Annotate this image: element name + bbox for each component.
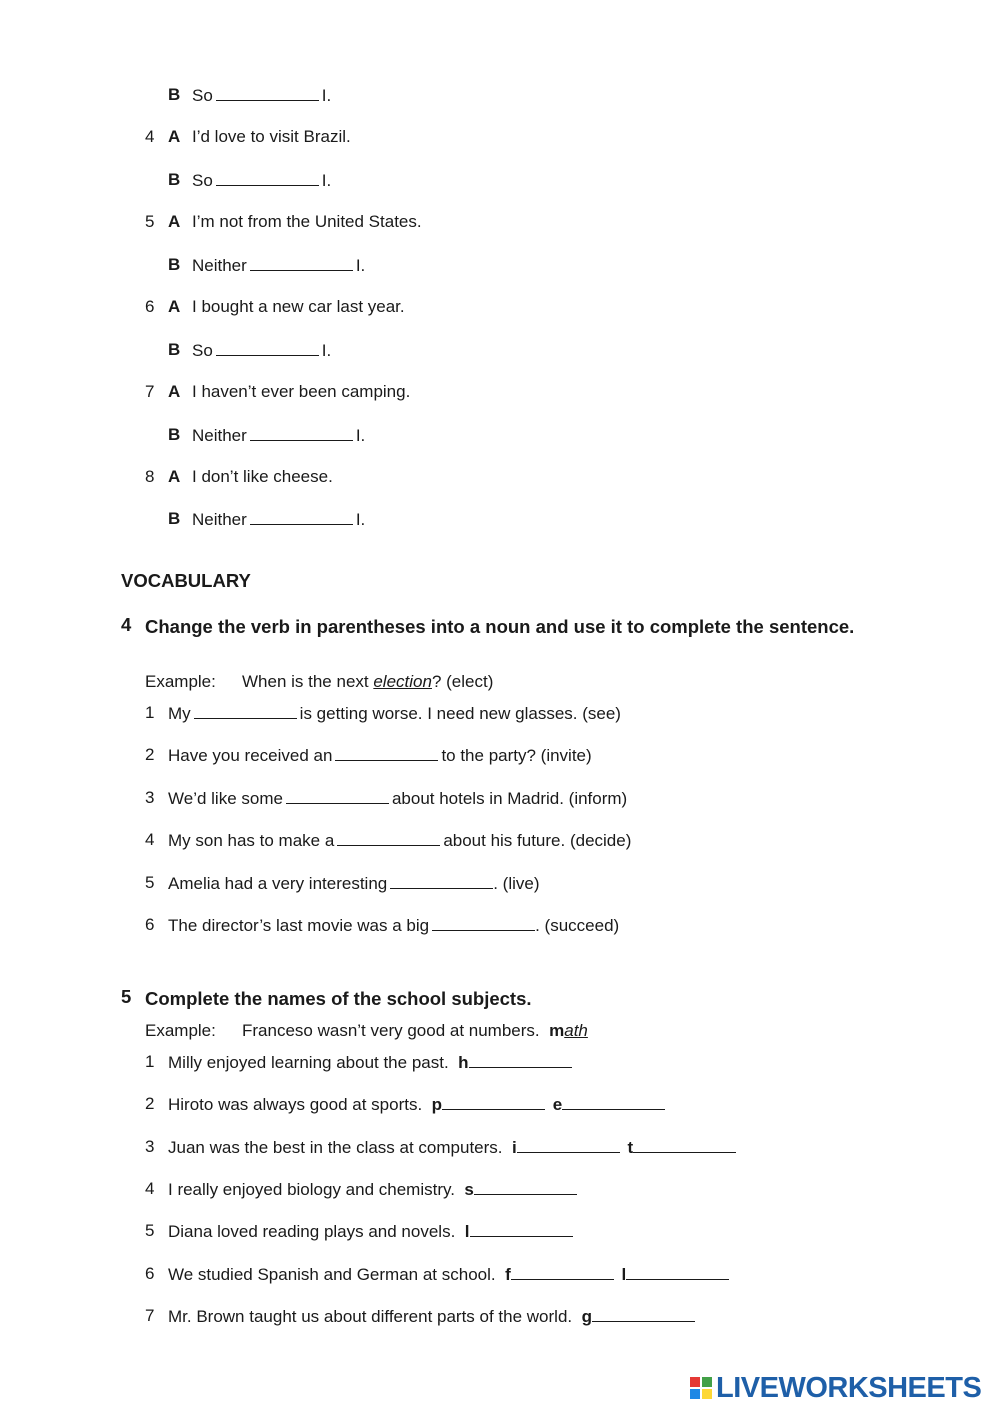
answer-blank[interactable] xyxy=(250,425,353,441)
answer-blank[interactable] xyxy=(474,1179,577,1195)
answer-blank[interactable] xyxy=(432,915,535,931)
hint-letter: l xyxy=(621,1265,627,1284)
example-sentence xyxy=(242,1021,588,1041)
item-text: I really enjoyed biology and chemistry. xyxy=(168,1180,455,1199)
response-pre: Neither xyxy=(192,256,247,275)
item-number: 8 xyxy=(145,467,155,486)
item-pre: My son has to make a xyxy=(168,831,335,850)
item-post: to the party? (invite) xyxy=(441,746,592,765)
speaker-b-label: B xyxy=(168,255,181,274)
item-sentence xyxy=(168,1052,575,1073)
response-post: I. xyxy=(355,256,366,275)
item-text: Mr. Brown taught us about different parts of the world. xyxy=(168,1307,573,1326)
answer-blank[interactable] xyxy=(442,1094,545,1110)
answer-blank[interactable] xyxy=(216,170,319,186)
response-post: I. xyxy=(321,171,332,190)
item-text: Milly enjoyed learning about the past. xyxy=(168,1053,449,1072)
hint-letter: e xyxy=(552,1095,563,1114)
speaker-a-label: A xyxy=(168,212,181,231)
hint-letter: g xyxy=(581,1307,592,1326)
exercise-number: 4 xyxy=(121,614,132,635)
hint-letter: t xyxy=(627,1138,634,1157)
response-pre: So xyxy=(192,86,213,105)
answer-blank[interactable] xyxy=(469,1052,572,1068)
item-text: We studied Spanish and German at school. xyxy=(168,1265,496,1284)
hint-letter: f xyxy=(505,1265,511,1284)
speaker-a-label: A xyxy=(168,467,181,486)
response-pre: Neither xyxy=(192,510,247,529)
speaker-a-label: A xyxy=(168,297,181,316)
exercise-instruction: Complete the names of the school subjects. xyxy=(145,988,532,1009)
response-post: I. xyxy=(355,510,366,529)
item-number: 7 xyxy=(145,1306,155,1325)
item-number: 1 xyxy=(145,1052,155,1071)
speaker-b-label: B xyxy=(168,340,181,359)
example-label: Example: xyxy=(145,672,216,691)
item-post: . (live) xyxy=(493,874,540,893)
answer-blank[interactable] xyxy=(194,703,297,719)
answer-blank[interactable] xyxy=(250,255,353,271)
example-answer: ath xyxy=(564,1021,588,1040)
liveworksheets-logo[interactable] xyxy=(690,1373,981,1403)
response-pre: So xyxy=(192,341,213,360)
item-sentence xyxy=(168,788,627,809)
logo-square xyxy=(702,1377,712,1387)
item-number: 3 xyxy=(145,1137,155,1156)
logo-mark-icon xyxy=(690,1377,712,1399)
item-sentence xyxy=(168,873,540,894)
item-number: 1 xyxy=(145,703,155,722)
item-post: about hotels in Madrid. (inform) xyxy=(391,789,628,808)
answer-blank[interactable] xyxy=(335,745,438,761)
item-number: 6 xyxy=(145,915,155,934)
statement-text: I’d love to visit Brazil. xyxy=(192,127,351,146)
item-number: 4 xyxy=(145,127,155,146)
exercise-number: 5 xyxy=(121,986,132,1007)
example-sentence xyxy=(242,672,493,692)
example-pre: When is the next xyxy=(242,672,374,691)
example-label: Example: xyxy=(145,1021,216,1040)
speaker-b-label: B xyxy=(168,85,181,104)
response-pre: So xyxy=(192,171,213,190)
answer-blank[interactable] xyxy=(250,509,353,525)
hint-letter: p xyxy=(431,1095,443,1114)
answer-blank[interactable] xyxy=(592,1306,695,1322)
item-number: 6 xyxy=(145,1264,155,1283)
response-line xyxy=(192,255,365,276)
hint-letter: h xyxy=(458,1053,469,1072)
speaker-a-label: A xyxy=(168,127,181,146)
item-post: is getting worse. I need new glasses. (see) xyxy=(299,704,621,723)
hint-letter: i xyxy=(511,1138,517,1157)
response-post: I. xyxy=(355,426,366,445)
speaker-b-label: B xyxy=(168,509,181,528)
item-number: 7 xyxy=(145,382,155,401)
statement-text: I haven’t ever been camping. xyxy=(192,382,411,401)
item-pre: Have you received an xyxy=(168,746,333,765)
statement-text: I don’t like cheese. xyxy=(192,467,333,486)
logo-square xyxy=(690,1377,700,1387)
response-line xyxy=(192,340,331,361)
item-number: 2 xyxy=(145,1094,155,1113)
item-sentence xyxy=(168,1137,739,1158)
item-text: Hiroto was always good at sports. xyxy=(168,1095,423,1114)
item-text: Juan was the best in the class at computers. xyxy=(168,1138,503,1157)
item-number: 3 xyxy=(145,788,155,807)
example-text: Franceso wasn’t very good at numbers. xyxy=(242,1021,540,1040)
response-pre: Neither xyxy=(192,426,247,445)
item-pre: My xyxy=(168,704,191,723)
answer-blank[interactable] xyxy=(216,85,319,101)
answer-blank[interactable] xyxy=(633,1137,736,1153)
item-number: 4 xyxy=(145,830,155,849)
item-post: about his future. (decide) xyxy=(443,831,632,850)
item-sentence xyxy=(168,1306,698,1327)
section-heading: VOCABULARY xyxy=(121,570,251,591)
item-sentence xyxy=(168,703,621,724)
logo-square xyxy=(702,1389,712,1399)
exercise-instruction: Change the verb in parentheses into a noun and use it to complete the sentence. xyxy=(145,616,855,637)
item-number: 5 xyxy=(145,212,155,231)
speaker-a-label: A xyxy=(168,382,181,401)
item-pre: The director’s last movie was a big xyxy=(168,916,430,935)
example-answer: election xyxy=(373,672,432,691)
item-number: 5 xyxy=(145,873,155,892)
response-line xyxy=(192,509,365,530)
response-post: I. xyxy=(321,86,332,105)
item-sentence xyxy=(168,1094,668,1115)
speaker-b-label: B xyxy=(168,170,181,189)
response-line xyxy=(192,425,365,446)
answer-blank[interactable] xyxy=(511,1264,614,1280)
response-post: I. xyxy=(321,341,332,360)
answer-blank[interactable] xyxy=(390,873,493,889)
example-hint: m xyxy=(549,1021,565,1040)
item-sentence xyxy=(168,830,631,851)
item-number: 5 xyxy=(145,1221,155,1240)
example-post: ? (elect) xyxy=(431,672,494,691)
item-text: Diana loved reading plays and novels. xyxy=(168,1222,456,1241)
item-sentence xyxy=(168,1264,732,1285)
item-sentence xyxy=(168,1221,576,1242)
answer-blank[interactable] xyxy=(286,788,389,804)
speaker-b-label: B xyxy=(168,425,181,444)
item-number: 6 xyxy=(145,297,155,316)
answer-blank[interactable] xyxy=(626,1264,729,1280)
hint-letter: l xyxy=(464,1222,470,1241)
response-line xyxy=(192,85,331,106)
item-sentence xyxy=(168,915,619,936)
statement-text: I bought a new car last year. xyxy=(192,297,405,316)
logo-square xyxy=(690,1389,700,1399)
item-number: 4 xyxy=(145,1179,155,1198)
statement-text: I’m not from the United States. xyxy=(192,212,422,231)
answer-blank[interactable] xyxy=(517,1137,620,1153)
answer-blank[interactable] xyxy=(562,1094,665,1110)
logo-text: LIVEWORKSHEETS xyxy=(716,1371,982,1404)
response-line xyxy=(192,170,331,191)
answer-blank[interactable] xyxy=(216,340,319,356)
item-sentence xyxy=(168,1179,580,1200)
item-pre: Amelia had a very interesting xyxy=(168,874,388,893)
answer-blank[interactable] xyxy=(470,1221,573,1237)
item-sentence xyxy=(168,745,592,766)
item-post: . (succeed) xyxy=(535,916,620,935)
item-number: 2 xyxy=(145,745,155,764)
hint-letter: s xyxy=(464,1180,474,1199)
item-pre: We’d like some xyxy=(168,789,283,808)
answer-blank[interactable] xyxy=(337,830,440,846)
